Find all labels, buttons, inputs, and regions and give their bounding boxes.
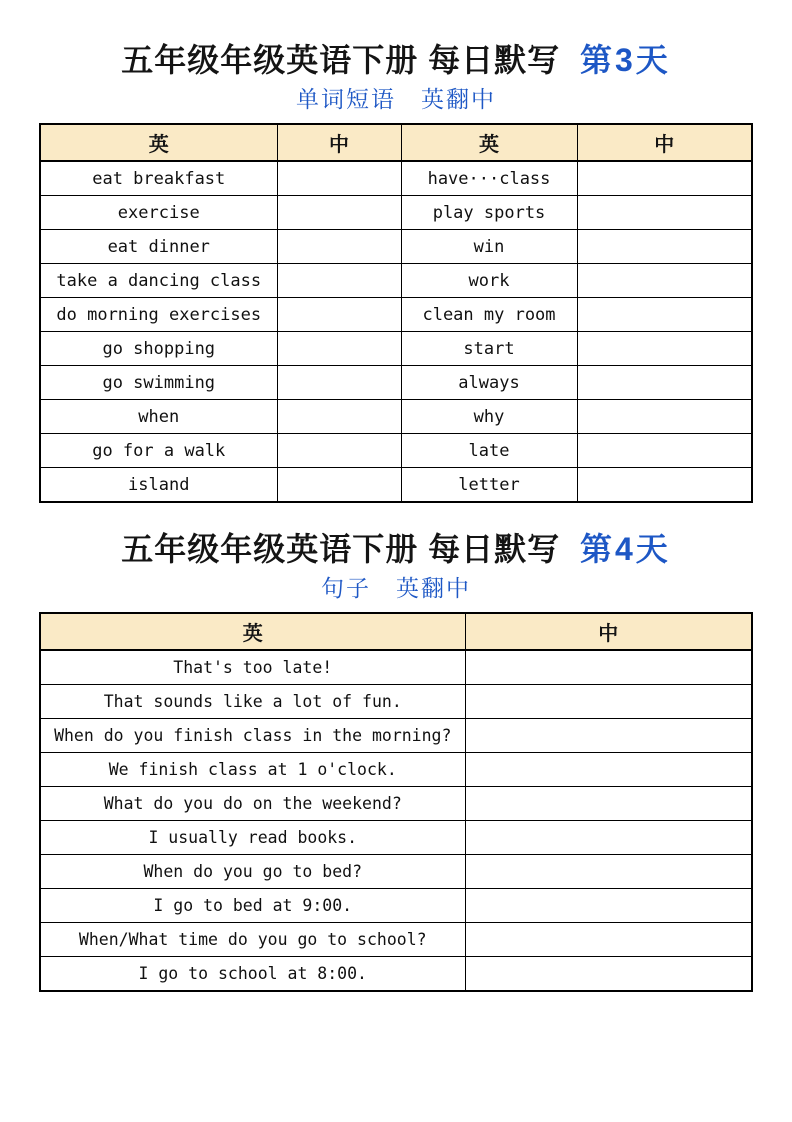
- chinese-answer-cell: [277, 298, 401, 332]
- section1-title-day: 第3天: [579, 42, 671, 78]
- sentence-table-row: [40, 821, 752, 855]
- sentence-header-en: 英: [40, 613, 465, 650]
- english-term-cell: eat breakfast: [40, 161, 277, 196]
- english-term-cell: take a dancing class: [40, 264, 277, 298]
- english-term-cell: eat dinner: [40, 230, 277, 264]
- english-term-cell: play sports: [401, 196, 577, 230]
- section2-title: [0, 529, 792, 569]
- chinese-answer-cell: [465, 787, 752, 821]
- chinese-answer-cell: [465, 719, 752, 753]
- vocab-table: [39, 123, 753, 503]
- english-term-cell: go shopping: [40, 332, 277, 366]
- sentence-table-row: [40, 923, 752, 957]
- sentence-table: [39, 612, 753, 992]
- sentence-table-row: [40, 685, 752, 719]
- section2-title-day: 第4天: [579, 531, 671, 567]
- chinese-answer-cell: [277, 196, 401, 230]
- english-term-cell: late: [401, 434, 577, 468]
- english-sentence-cell: When do you go to bed?: [40, 855, 465, 889]
- vocab-table-row: [40, 468, 752, 503]
- english-sentence-cell: I go to school at 8:00.: [40, 957, 465, 992]
- english-sentence-cell: When/What time do you go to school?: [40, 923, 465, 957]
- section1-subtitle: 单词短语 英翻中: [296, 87, 496, 113]
- english-term-cell: do morning exercises: [40, 298, 277, 332]
- english-sentence-cell: What do you do on the weekend?: [40, 787, 465, 821]
- english-term-cell: island: [40, 468, 277, 503]
- english-term-cell: always: [401, 366, 577, 400]
- vocab-table-header-row: [40, 124, 752, 161]
- chinese-answer-cell: [577, 366, 752, 400]
- chinese-answer-cell: [577, 161, 752, 196]
- vocab-table-row: [40, 434, 752, 468]
- vocab-table-row: [40, 298, 752, 332]
- chinese-answer-cell: [577, 196, 752, 230]
- chinese-answer-cell: [577, 400, 752, 434]
- section1-title-text: 五年级年级英语下册 每日默写: [121, 42, 561, 78]
- english-sentence-cell: I go to bed at 9:00.: [40, 889, 465, 923]
- english-term-cell: start: [401, 332, 577, 366]
- chinese-answer-cell: [577, 468, 752, 503]
- chinese-answer-cell: [277, 332, 401, 366]
- english-sentence-cell: I usually read books.: [40, 821, 465, 855]
- chinese-answer-cell: [577, 434, 752, 468]
- chinese-answer-cell: [577, 332, 752, 366]
- vocab-table-row: [40, 366, 752, 400]
- chinese-answer-cell: [465, 957, 752, 992]
- vocab-header-zh-2: 中: [577, 124, 752, 161]
- chinese-answer-cell: [277, 366, 401, 400]
- section2-title-text: 五年级年级英语下册 每日默写: [121, 531, 561, 567]
- chinese-answer-cell: [277, 230, 401, 264]
- vocab-header-en-1: 英: [40, 124, 277, 161]
- sentence-table-row: [40, 957, 752, 992]
- sentence-table-row: [40, 787, 752, 821]
- chinese-answer-cell: [465, 821, 752, 855]
- sentence-table-row: [40, 753, 752, 787]
- sentence-table-row: [40, 889, 752, 923]
- english-sentence-cell: When do you finish class in the morning?: [40, 719, 465, 753]
- sentence-table-header-row: [40, 613, 752, 650]
- chinese-answer-cell: [277, 468, 401, 503]
- section-divider-space: [0, 503, 792, 529]
- chinese-answer-cell: [277, 161, 401, 196]
- sentence-header-zh: 中: [465, 613, 752, 650]
- chinese-answer-cell: [277, 434, 401, 468]
- english-sentence-cell: That sounds like a lot of fun.: [40, 685, 465, 719]
- english-term-cell: letter: [401, 468, 577, 503]
- chinese-answer-cell: [465, 685, 752, 719]
- chinese-answer-cell: [465, 923, 752, 957]
- chinese-answer-cell: [465, 753, 752, 787]
- vocab-header-zh-1: 中: [277, 124, 401, 161]
- chinese-answer-cell: [577, 298, 752, 332]
- english-term-cell: go swimming: [40, 366, 277, 400]
- english-term-cell: work: [401, 264, 577, 298]
- vocab-table-row: [40, 196, 752, 230]
- chinese-answer-cell: [577, 264, 752, 298]
- english-term-cell: when: [40, 400, 277, 434]
- chinese-answer-cell: [277, 264, 401, 298]
- chinese-answer-cell: [465, 855, 752, 889]
- vocab-table-row: [40, 400, 752, 434]
- chinese-answer-cell: [577, 230, 752, 264]
- english-sentence-cell: That's too late!: [40, 650, 465, 685]
- sentence-table-row: [40, 719, 752, 753]
- english-term-cell: win: [401, 230, 577, 264]
- vocab-table-row: [40, 161, 752, 196]
- sentence-table-row: [40, 650, 752, 685]
- vocab-table-row: [40, 264, 752, 298]
- english-sentence-cell: We finish class at 1 o'clock.: [40, 753, 465, 787]
- section1-title: [0, 40, 792, 80]
- english-term-cell: exercise: [40, 196, 277, 230]
- vocab-header-en-2: 英: [401, 124, 577, 161]
- chinese-answer-cell: [465, 650, 752, 685]
- vocab-table-row: [40, 230, 752, 264]
- english-term-cell: have···class: [401, 161, 577, 196]
- sentence-table-row: [40, 855, 752, 889]
- chinese-answer-cell: [277, 400, 401, 434]
- section2-subtitle: 句子 英翻中: [321, 576, 471, 602]
- chinese-answer-cell: [465, 889, 752, 923]
- vocab-table-row: [40, 332, 752, 366]
- english-term-cell: why: [401, 400, 577, 434]
- english-term-cell: clean my room: [401, 298, 577, 332]
- english-term-cell: go for a walk: [40, 434, 277, 468]
